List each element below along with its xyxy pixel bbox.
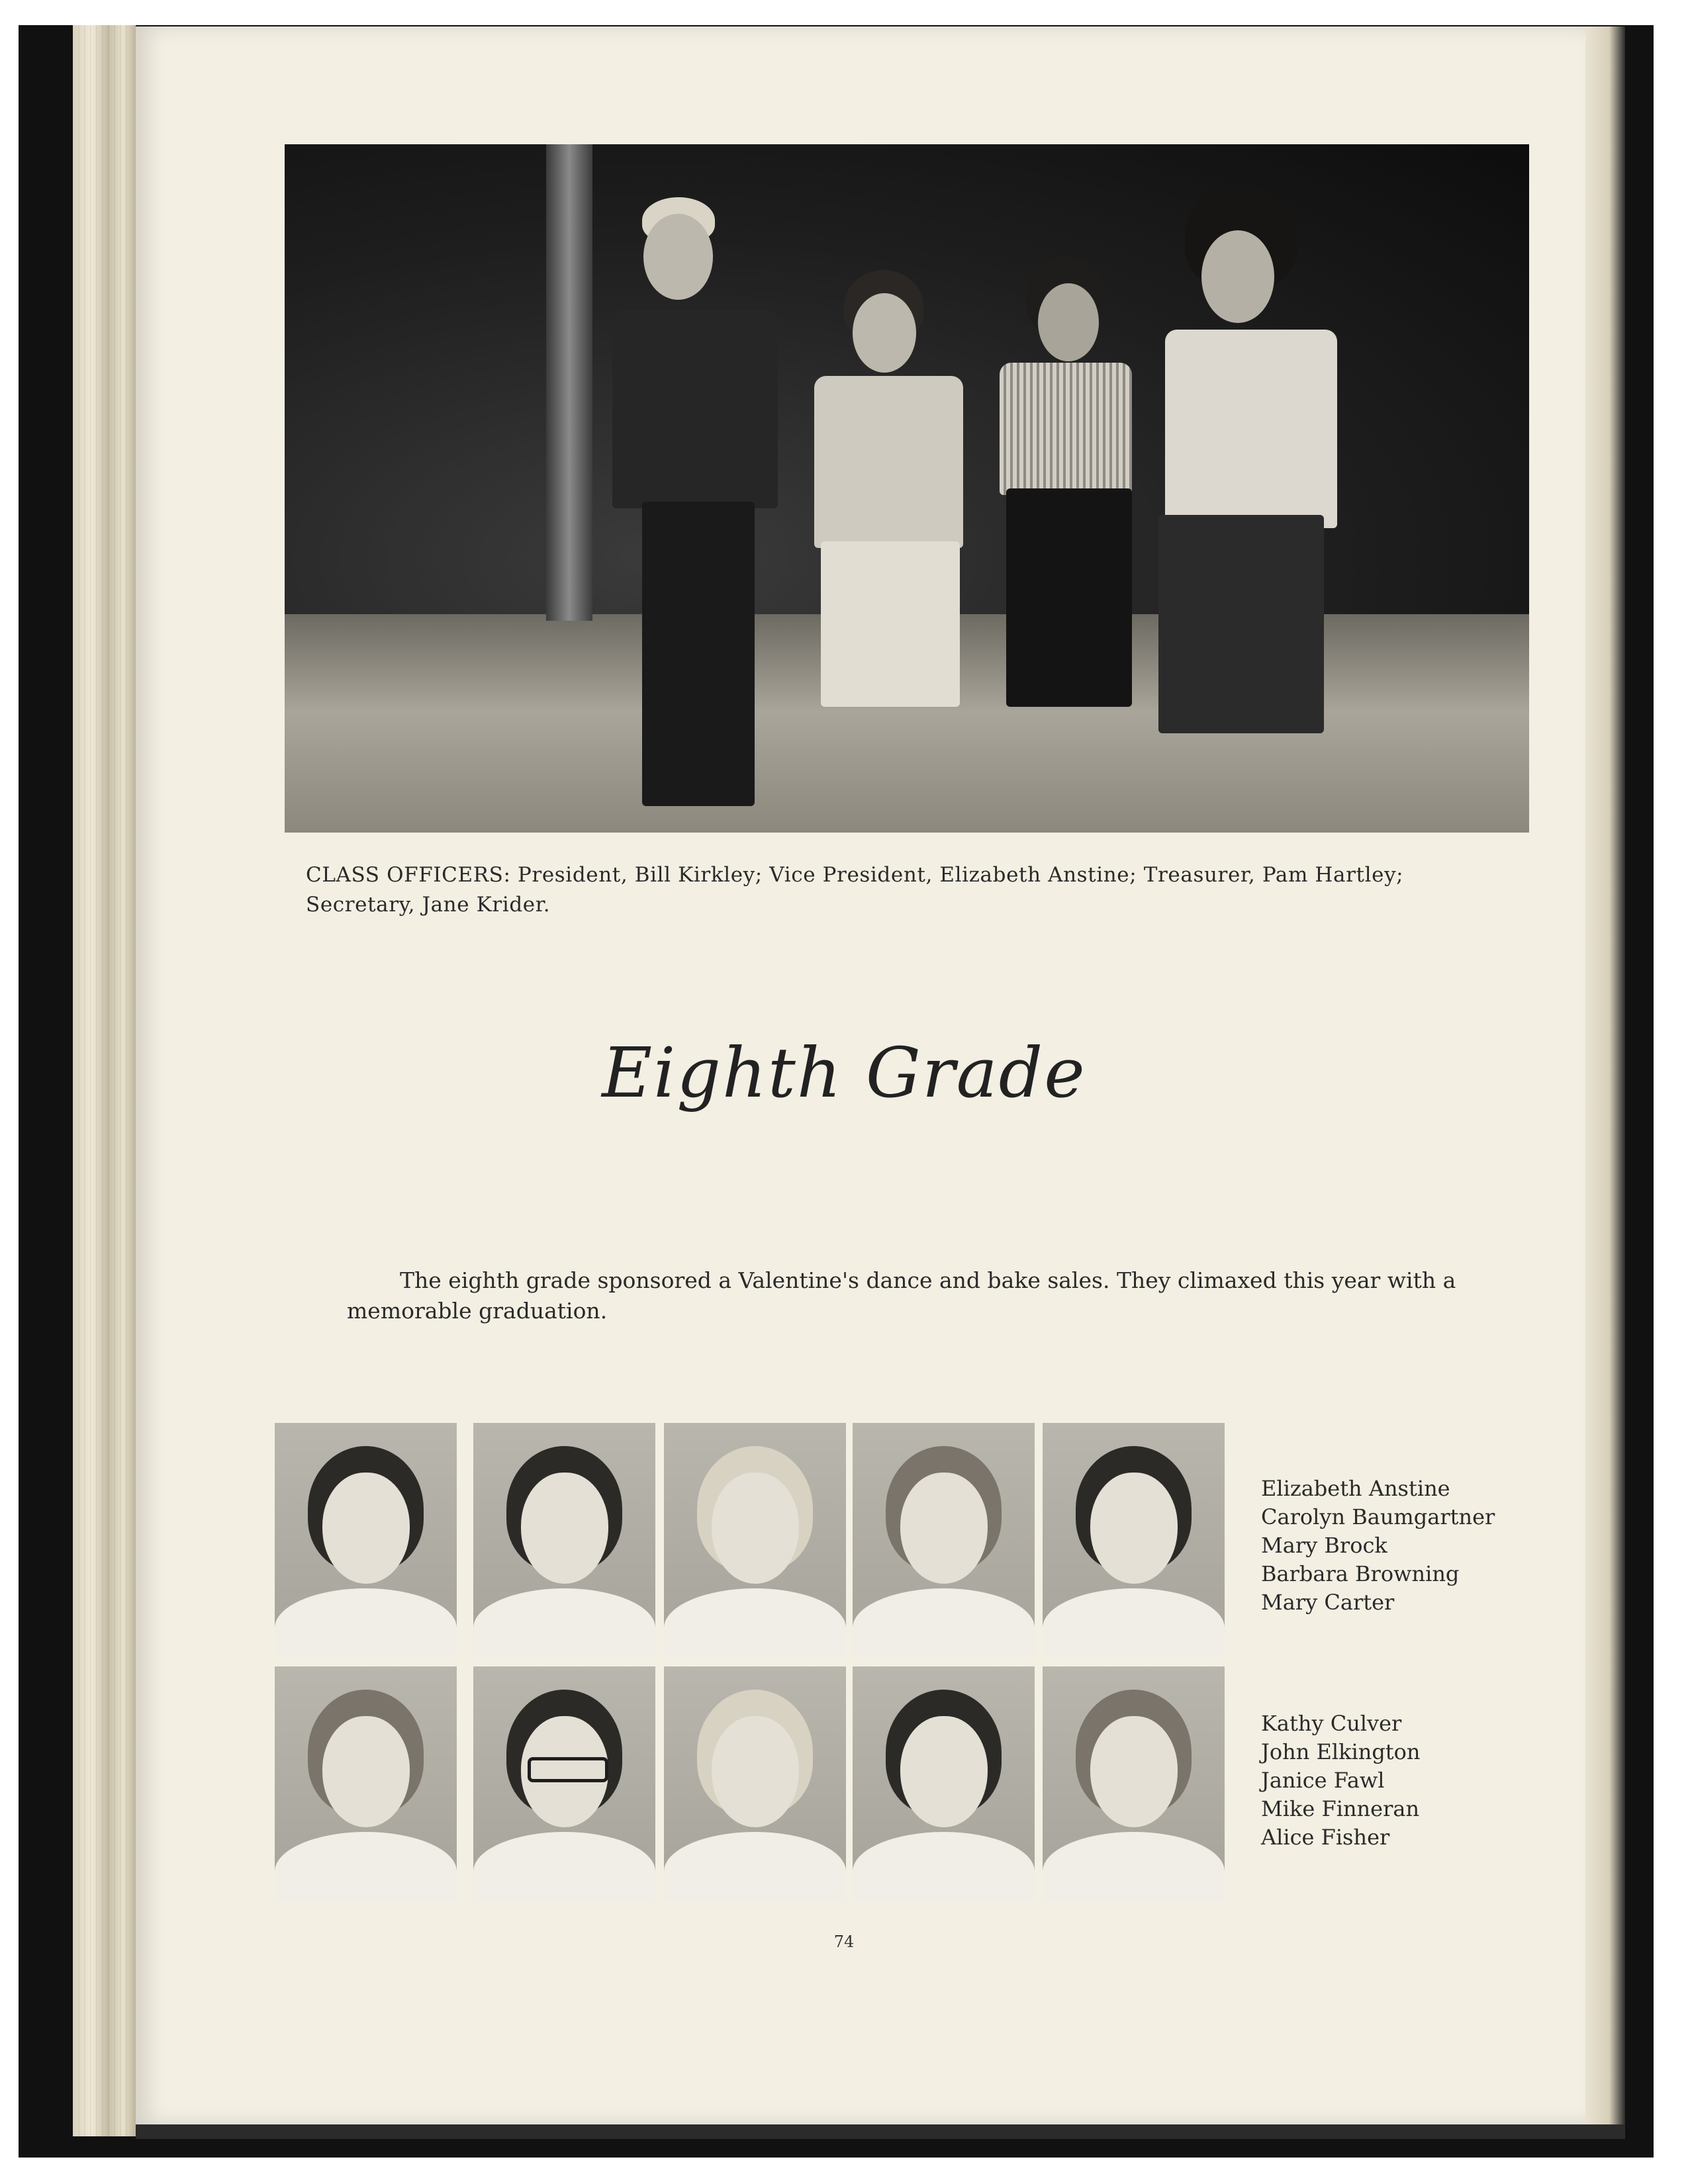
officer-figure-3: [1000, 257, 1152, 819]
officer-legs: [642, 502, 755, 806]
portrait-face: [322, 1473, 410, 1584]
officer-torso: [612, 310, 778, 508]
portrait-face: [322, 1716, 410, 1827]
student-portrait: [853, 1666, 1035, 1901]
officer-head: [1201, 230, 1274, 323]
officer-cardigan: [1165, 330, 1337, 528]
binding-strip: [136, 2124, 1625, 2139]
student-name: Alice Fisher: [1261, 1825, 1390, 1850]
student-name: Mary Brock: [1261, 1533, 1387, 1558]
officer-head: [643, 214, 713, 300]
page-number: 74: [833, 1933, 855, 1951]
officer-blouse: [814, 376, 963, 548]
student-name: Barbara Browning: [1261, 1561, 1460, 1586]
portrait-collar: [275, 1832, 457, 1901]
officer-head: [1038, 283, 1099, 361]
portrait-collar: [473, 1588, 655, 1658]
student-portrait: [664, 1423, 846, 1658]
portrait-face: [1090, 1473, 1178, 1584]
student-name: Janice Fawl: [1261, 1768, 1385, 1793]
class-officers-photo: [285, 144, 1529, 833]
student-portrait: [664, 1666, 846, 1901]
student-name: Mary Carter: [1261, 1590, 1395, 1615]
portrait-collar: [1043, 1588, 1225, 1658]
portrait-collar: [275, 1588, 457, 1658]
portrait-collar: [1043, 1832, 1225, 1901]
photo-tree-trunk: [546, 144, 592, 621]
officer-striped-blouse: [1000, 363, 1132, 495]
student-portrait: [275, 1423, 457, 1658]
student-name: John Elkington: [1261, 1739, 1421, 1764]
portrait-face: [900, 1716, 988, 1827]
officer-skirt: [1158, 515, 1324, 733]
roster-names-row-1: [1261, 1475, 1495, 1617]
student-name: Elizabeth Anstine: [1261, 1476, 1450, 1501]
student-portrait: [473, 1666, 655, 1901]
portrait-collar: [853, 1588, 1035, 1658]
student-name: Carolyn Baumgartner: [1261, 1504, 1495, 1529]
officer-figure-4: [1152, 184, 1350, 819]
portrait-face: [521, 1473, 608, 1584]
student-name: Mike Finneran: [1261, 1796, 1420, 1821]
portrait-collar: [664, 1832, 846, 1901]
student-portrait: [473, 1423, 655, 1658]
roster-names-row-2: [1261, 1709, 1421, 1852]
student-portrait: [853, 1423, 1035, 1658]
officer-head: [853, 293, 916, 373]
officer-skirt: [821, 541, 960, 707]
portrait-face: [712, 1716, 799, 1827]
portrait-face: [521, 1716, 608, 1827]
student-portrait: [275, 1666, 457, 1901]
student-portrait: [1043, 1423, 1225, 1658]
officers-caption: CLASS OFFICERS: President, Bill Kirkley; Vice President, Elizabeth Anstine; Treasurer, Pam Hartley; Secretary, Jane Krider.: [306, 863, 1404, 917]
class-summary: The eighth grade sponsored a Valentine's dance and bake sales. They climaxed this year with a memorable graduation.: [347, 1267, 1456, 1324]
student-portrait: [1043, 1666, 1225, 1901]
portrait-face: [900, 1473, 988, 1584]
portrait-face: [1090, 1716, 1178, 1827]
section-title: Eighth Grade: [602, 1032, 1086, 1113]
portrait-collar: [473, 1832, 655, 1901]
portrait-collar: [664, 1588, 846, 1658]
portrait-collar: [853, 1832, 1035, 1901]
officer-figure-2: [808, 270, 973, 813]
student-name: Kathy Culver: [1261, 1711, 1402, 1736]
officer-skirt: [1006, 488, 1132, 707]
portrait-face: [712, 1473, 799, 1584]
officer-figure-1: [602, 184, 788, 806]
